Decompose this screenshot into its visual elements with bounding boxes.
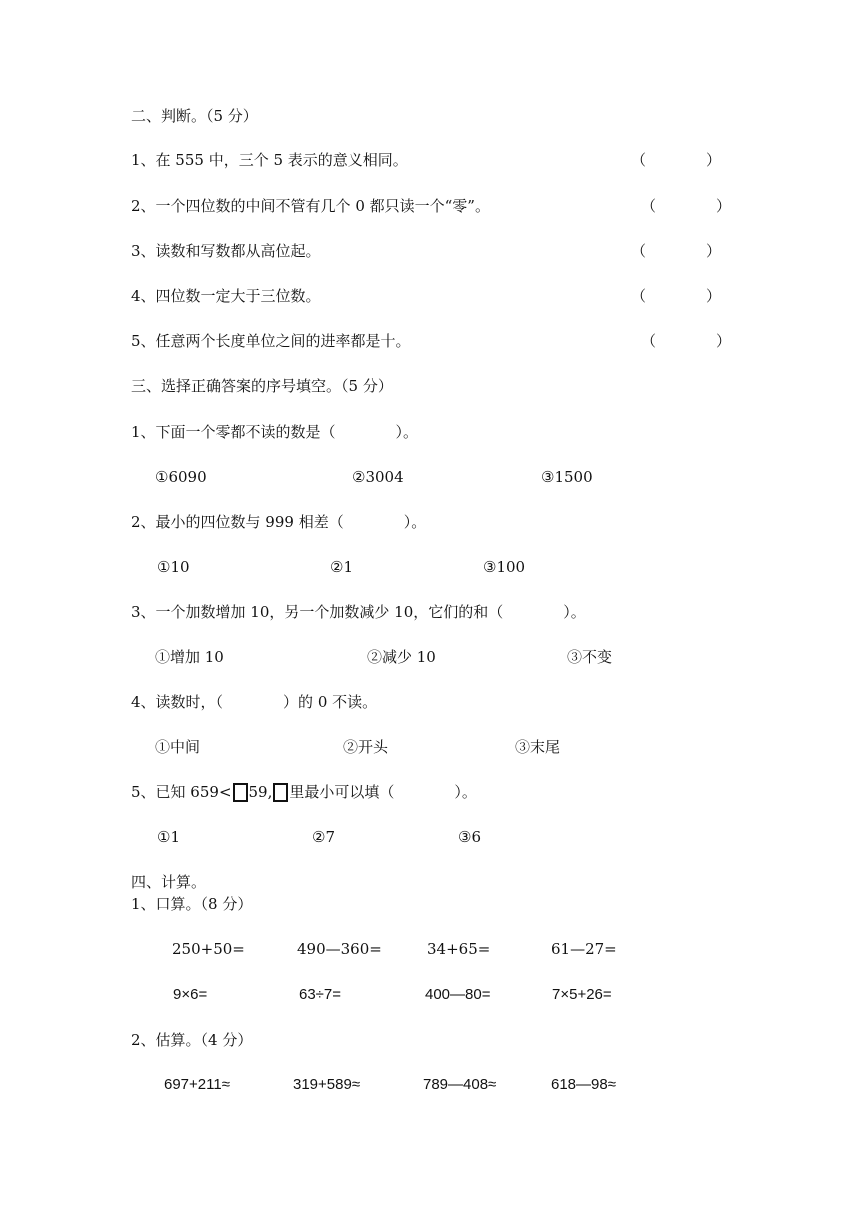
choice-option-5-1: ①1 [157, 828, 180, 846]
question-5-part-b: 59, [248, 783, 273, 801]
subheading-mental-math: 1、口算。（8 分） [131, 895, 253, 913]
answer-paren-4[interactable]: （ ） [631, 287, 722, 305]
estimate-1: 697+211≈ [164, 1076, 230, 1093]
answer-paren-1[interactable]: （ ） [631, 151, 722, 169]
choice-question-4: 4、读数时，（ ）的 0 不读。 [131, 693, 378, 711]
choice-question-5 [131, 782, 477, 802]
mental-math-4: 61—27= [551, 940, 617, 958]
estimate-4: 618—98≈ [551, 1076, 616, 1093]
choice-option-1-2: ②3004 [352, 468, 404, 486]
choice-option-3-2: ②减少 10 [367, 648, 436, 666]
choice-option-4-2: ②开头 [343, 738, 389, 756]
choice-option-1-3: ③1500 [541, 468, 593, 486]
mental-math-7: 400—80= [425, 986, 491, 1003]
estimate-2: 319+589≈ [293, 1076, 361, 1093]
answer-paren-2[interactable]: （ ） [641, 197, 732, 215]
judge-item-2: 2、一个四位数的中间不管有几个 0 都只读一个“零”。 [131, 197, 490, 215]
question-5-part-a: 5、已知 659< [131, 783, 232, 801]
choice-option-5-3: ③6 [458, 828, 481, 846]
answer-paren-3[interactable]: （ ） [631, 242, 722, 260]
mental-math-5: 9×6= [173, 986, 208, 1003]
choice-option-4-1: ①中间 [155, 738, 201, 756]
choice-option-2-1: ①10 [157, 558, 190, 576]
judge-item-4: 4、四位数一定大于三位数。 [131, 287, 321, 305]
answer-paren-5[interactable]: （ ） [641, 332, 732, 350]
choice-option-1-1: ①6090 [155, 468, 207, 486]
judge-item-3: 3、读数和写数都从高位起。 [131, 242, 321, 260]
question-5-part-c: 里最小可以填（ ）。 [289, 783, 477, 801]
mental-math-3: 34+65= [427, 940, 491, 958]
mental-math-6: 63÷7= [299, 986, 342, 1003]
choice-option-2-2: ②1 [330, 558, 353, 576]
choice-option-4-3: ③末尾 [515, 738, 561, 756]
section-heading-choice: 三、选择正确答案的序号填空。（5 分） [131, 377, 393, 395]
mental-math-1: 250+50= [172, 940, 245, 958]
choice-option-5-2: ②7 [312, 828, 335, 846]
subheading-estimation: 2、估算。（4 分） [131, 1031, 253, 1049]
estimate-3: 789—408≈ [423, 1076, 497, 1093]
mental-math-8: 7×5+26= [552, 986, 612, 1003]
mental-math-2: 490—360= [297, 940, 382, 958]
blank-box [233, 783, 248, 802]
choice-question-3: 3、一个加数增加 10，另一个加数减少 10，它们的和（ ）。 [131, 603, 586, 621]
judge-item-1: 1、在 555 中，三个 5 表示的意义相同。 [131, 151, 408, 169]
choice-question-2: 2、最小的四位数与 999 相差（ ）。 [131, 513, 427, 531]
choice-option-3-1: ①增加 10 [155, 648, 224, 666]
judge-item-5: 5、任意两个长度单位之间的进率都是十。 [131, 332, 411, 350]
choice-option-3-3: ③不变 [567, 648, 613, 666]
section-heading-judge: 二、判断。（5 分） [131, 107, 258, 125]
blank-box [273, 783, 288, 802]
choice-question-1: 1、下面一个零都不读的数是（ ）。 [131, 423, 419, 441]
choice-option-2-3: ③100 [483, 558, 526, 576]
section-heading-calc: 四、计算。 [131, 873, 207, 891]
